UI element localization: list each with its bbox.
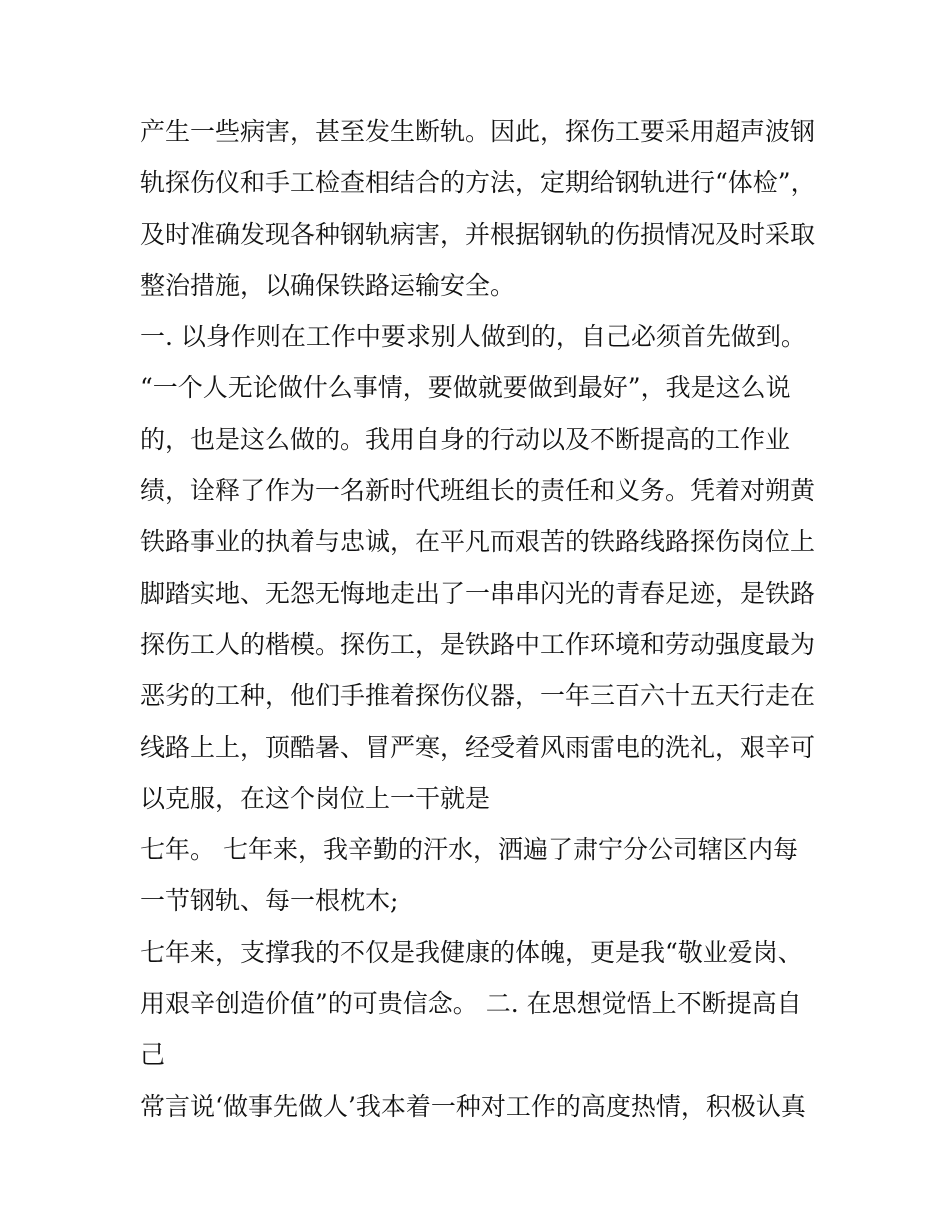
- text-line: 产生一些病害，甚至发生断轨。因此，探伤工要采用超声波钢: [140, 117, 816, 146]
- text-line: 恶劣的工种，他们手推着探伤仪器，一年三百六十五天行走在: [140, 681, 816, 711]
- text-line: 常言说‘做事先做人’我本着一种对工作的高度热情，积极认真: [140, 1091, 806, 1121]
- text-line: 七年来，支撑我的不仅是我健康的体魄，更是我“敬业爱岗、: [140, 937, 803, 967]
- text-line: 以克服，在这个岗位上一干就是: [140, 783, 491, 813]
- text-line: 七年。 七年来，我辛勤的汗水，洒遍了肃宁分公司辖区内每: [140, 835, 798, 865]
- text-line: 轨探伤仪和手工检查相结合的方法，定期给钢轨进行“体检”，: [140, 168, 816, 198]
- text-line: 铁路事业的执着与忠诚，在平凡而艰苦的铁路线路探伤岗位上: [140, 527, 816, 557]
- text-line: 脚踏实地、无怨无悔地走出了一串串闪光的青春足迹，是铁路: [140, 578, 816, 608]
- body-text: [140, 106, 820, 1132]
- text-line: 的，也是这么做的。我用自身的行动以及不断提高的工作业: [140, 424, 791, 454]
- text-line: 探伤工人的楷模。探伤工，是铁路中工作环境和劳动强度最为: [140, 629, 816, 659]
- text-line: 一节钢轨、每一根枕木;: [140, 886, 399, 916]
- text-line: 己: [140, 1040, 166, 1070]
- text-line: “一个人无论做什么事情，要做就要做到最好”，我是这么说: [140, 373, 791, 403]
- text-line: 及时准确发现各种钢轨病害，并根据钢轨的伤损情况及时采取: [140, 219, 816, 249]
- text-line: 绩，诠释了作为一名新时代班组长的责任和义务。凭着对朔黄: [140, 476, 816, 506]
- text-line: 整治措施，以确保铁路运输安全。: [140, 270, 516, 300]
- section-heading-1: 一. 以身作则在工作中要求别人做到的，自己必须首先做到。: [140, 322, 806, 352]
- text-line: 线路上上，顶酷暑、冒严寒，经受着风雨雷电的洗礼，艰辛可: [140, 732, 816, 762]
- section-heading-2: 用艰辛创造价值”的可贵信念。 二. 在思想觉悟上不断提高自: [140, 989, 802, 1019]
